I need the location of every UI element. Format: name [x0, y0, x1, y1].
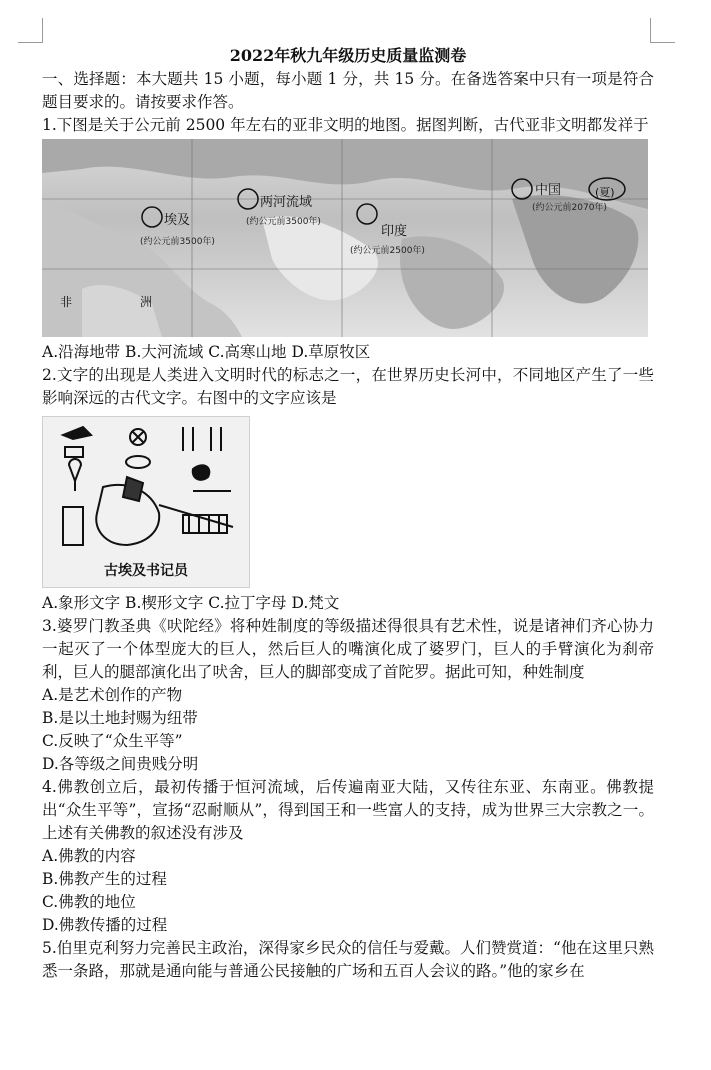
map-label-xia: (夏)	[595, 186, 615, 199]
map-fragment-2: 洲	[140, 295, 153, 309]
q2-stem: 2.文字的出现是人类进入文明时代的标志之一，在世界历史长河中，不同地区产生了一些影响深远的古代文字。右图中的文字应该是	[42, 366, 654, 407]
exam-page	[42, 44, 654, 983]
map-fragment-1: 非	[60, 295, 73, 309]
q3-option-a: A.是艺术创作的产物	[42, 686, 183, 704]
map-date-india: (约公元前2500年)	[350, 246, 425, 256]
q5-stem: 5.伯里克利努力完善民主政治，深得家乡民众的信任与爱戴。人们赞赏道：“他在这里只熟悉一条路，那就是通向能与普通公民接触的广场和五百人会议的路。”他的家乡在	[42, 939, 654, 980]
q3-option-c: C.反映了“众生平等”	[42, 732, 183, 750]
q4-option-b: B.佛教产生的过程	[42, 870, 167, 888]
q2-options: A.象形文字 B.楔形文字 C.拉丁字母 D.梵文	[42, 594, 340, 612]
q1-options: A.沿海地带 B.大河流域 C.高寒山地 D.草原牧区	[42, 343, 371, 361]
exam-title: 2022年秋九年级历史质量监测卷	[229, 46, 467, 65]
map-terrain	[42, 139, 648, 337]
map-date-china: (约公元前2070年)	[532, 203, 607, 213]
q1-stem: 1.下图是关于公元前 2500 年左右的亚非文明的地图。据图判断，古代亚非文明都发祥于	[42, 116, 649, 134]
map-date-mesopotamia: (约公元前3500年)	[246, 217, 321, 227]
map-label-egypt: 埃及	[164, 213, 191, 228]
q4-option-c: C.佛教的地位	[42, 893, 136, 911]
q3-option-d: D.各等级之间贵贱分明	[42, 755, 199, 773]
map-label-india: 印度	[381, 224, 408, 239]
crop-mark-top-right	[650, 18, 675, 43]
hieroglyph-drawing	[43, 417, 249, 562]
map-label-mesopotamia: 两河流域	[260, 195, 313, 210]
crop-mark-top-left	[18, 18, 43, 43]
q4-stem: 4.佛教创立后，最初传播于恒河流域，后传遍南亚大陆，又传往东亚、东南亚。佛教提出“众生平等”，宣扬“忍耐顺从”，得到国王和一些富人的支持，成为世界三大宗教之一。上述有关佛教的叙述没有涉及	[42, 778, 654, 842]
q3-option-b: B.是以土地封赐为纽带	[42, 709, 198, 727]
section-instructions: 一、选择题：本大题共 15 小题，每小题 1 分，共 15 分。在备选答案中只有一项是符合题目要求的。请按要求作答。	[42, 70, 654, 111]
map-date-egypt: (约公元前3500年)	[140, 237, 215, 247]
map-label-china: 中国	[535, 183, 562, 198]
q3-stem: 3.婆罗门教圣典《吠陀经》将种姓制度的等级描述得很具有艺术性，说是诸神们齐心协力一起灭了一个体型庞大的巨人，然后巨人的嘴演化成了婆罗门，巨人的手臂演化为刹帝利，巨人的腿部演化出了吠舍，巨人的脚部变成了首陀罗。据此可知，种姓制度	[42, 617, 654, 681]
egyptian-scribe-image	[42, 416, 250, 588]
q4-option-a: A.佛教的内容	[42, 847, 136, 865]
asia-africa-map	[42, 139, 648, 337]
image-caption: 古埃及书记员	[104, 563, 188, 579]
q4-option-d: D.佛教传播的过程	[42, 916, 168, 934]
